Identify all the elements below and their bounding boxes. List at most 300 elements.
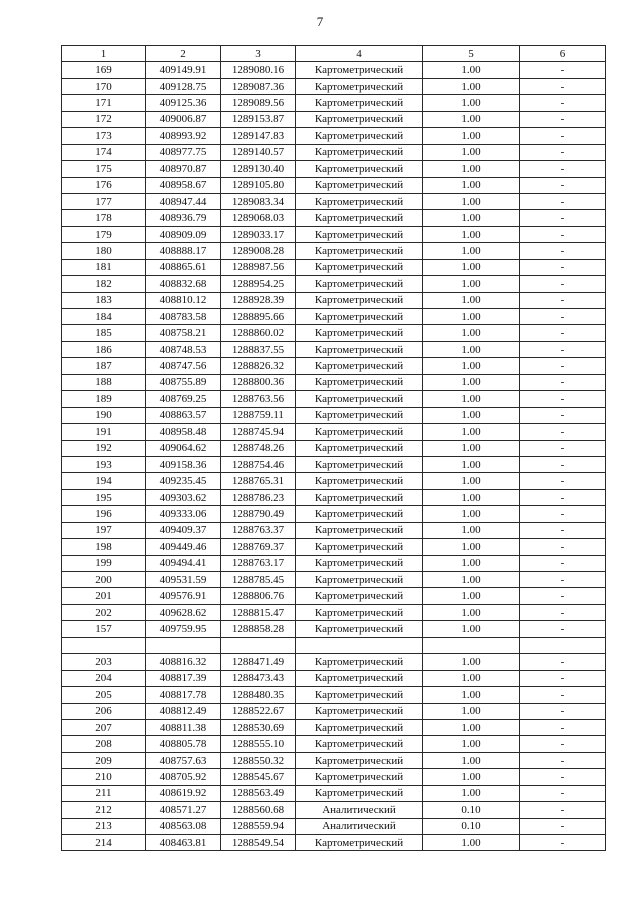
table-row [62,456,606,472]
table-cell: 1.00 [423,539,520,555]
table-cell: - [520,555,606,571]
table-row [62,161,606,177]
table-cell: 1.00 [423,703,520,719]
table-cell: Картометрический [296,572,423,588]
table-cell: 1.00 [423,407,520,423]
table-cell: Картометрический [296,489,423,505]
table-cell: 408805.78 [146,736,221,752]
table-cell: Картометрический [296,259,423,275]
table-cell: 409125.36 [146,95,221,111]
table-cell: 1.00 [423,719,520,735]
table-cell [520,637,606,653]
table-cell: - [520,719,606,735]
table-cell: Картометрический [296,128,423,144]
table-row [62,539,606,555]
table-row [62,358,606,374]
table-cell: 1288550.32 [221,752,296,768]
table-cell: 175 [62,161,146,177]
table-cell: 202 [62,604,146,620]
table-cell: Картометрический [296,703,423,719]
table-cell: 408705.92 [146,769,221,785]
table-cell: 193 [62,456,146,472]
table-cell: Картометрический [296,654,423,670]
table-cell: 1288806.76 [221,588,296,604]
table-row [62,670,606,686]
table-cell: Картометрический [296,374,423,390]
table-cell: 1289033.17 [221,226,296,242]
table-cell: Картометрический [296,687,423,703]
table-cell: 1.00 [423,604,520,620]
table-cell: 1.00 [423,374,520,390]
column-header: 1 [62,46,146,62]
table-cell: Картометрический [296,752,423,768]
table-cell: 182 [62,276,146,292]
table-cell: 1288815.47 [221,604,296,620]
table-cell: 408817.78 [146,687,221,703]
table-cell: - [520,78,606,94]
table-cell: 196 [62,506,146,522]
table-cell: 176 [62,177,146,193]
table-cell: 408783.58 [146,309,221,325]
table-cell: Картометрический [296,456,423,472]
table-cell: 1288560.68 [221,802,296,818]
table-row [62,325,606,341]
table-cell: 1288559.94 [221,818,296,834]
table-cell: 1289147.83 [221,128,296,144]
table-cell: 171 [62,95,146,111]
table-cell: 1288763.17 [221,555,296,571]
table-cell: 408755.89 [146,374,221,390]
table-cell: 1288545.67 [221,769,296,785]
table-cell: - [520,62,606,78]
table-cell: 203 [62,654,146,670]
table-cell: Картометрический [296,193,423,209]
table-cell: - [520,210,606,226]
table-cell [296,637,423,653]
table-row [62,111,606,127]
table-cell: Картометрический [296,177,423,193]
table-cell: 1288549.54 [221,835,296,851]
table-cell: 1288763.37 [221,522,296,538]
table-row [62,588,606,604]
table-cell: 1.00 [423,621,520,637]
table-cell: 1288471.49 [221,654,296,670]
table-cell: Картометрический [296,522,423,538]
table-cell: 408993.92 [146,128,221,144]
table-cell: 213 [62,818,146,834]
table-cell: 1289083.34 [221,193,296,209]
table-cell: 1288530.69 [221,719,296,735]
table-row [62,604,606,620]
table-cell: 211 [62,785,146,801]
table-row [62,703,606,719]
table-cell: 1.00 [423,391,520,407]
table-cell: 208 [62,736,146,752]
table-cell: 1.00 [423,736,520,752]
table-cell: Картометрический [296,210,423,226]
table-cell: - [520,374,606,390]
table-cell [423,637,520,653]
table-cell: 157 [62,621,146,637]
table-cell: 1288480.35 [221,687,296,703]
table-cell: 191 [62,424,146,440]
table-row [62,687,606,703]
table-cell: - [520,835,606,851]
table-cell: 408747.56 [146,358,221,374]
table-cell: 188 [62,374,146,390]
table-cell: Картометрический [296,111,423,127]
table-cell: 409006.87 [146,111,221,127]
table-cell: - [520,604,606,620]
column-header: 6 [520,46,606,62]
table-row [62,440,606,456]
table-cell: Картометрический [296,325,423,341]
table-cell: 1288786.23 [221,489,296,505]
table-cell: 1.00 [423,309,520,325]
table-cell: 204 [62,670,146,686]
table-cell: 207 [62,719,146,735]
table-cell: - [520,407,606,423]
table-cell: - [520,325,606,341]
table-cell: Картометрический [296,736,423,752]
table-cell: 1289087.36 [221,78,296,94]
table-cell: 409576.91 [146,588,221,604]
table-cell: Картометрический [296,719,423,735]
table-cell: 170 [62,78,146,94]
table-cell: 409149.91 [146,62,221,78]
table-row [62,292,606,308]
table-cell: 1.00 [423,193,520,209]
table-cell: 1288790.49 [221,506,296,522]
table-cell: 408888.17 [146,243,221,259]
table-cell: 1288555.10 [221,736,296,752]
table-cell: - [520,358,606,374]
table-row [62,835,606,851]
table-cell: - [520,193,606,209]
page-number: 7 [316,14,324,29]
table-cell: Картометрический [296,785,423,801]
table-cell: 408909.09 [146,226,221,242]
table-cell: Картометрический [296,309,423,325]
table-cell: 409235.45 [146,473,221,489]
table-cell: Картометрический [296,144,423,160]
table-cell: 1.00 [423,276,520,292]
table-cell: - [520,572,606,588]
table-cell: 1288745.94 [221,424,296,440]
table-cell: - [520,440,606,456]
table-cell: 1288769.37 [221,539,296,555]
table-cell: - [520,539,606,555]
table-cell: 1.00 [423,243,520,259]
column-header: 5 [423,46,520,62]
table-cell: 214 [62,835,146,851]
table-row [62,259,606,275]
table-row [62,144,606,160]
table-cell: 408757.63 [146,752,221,768]
table-cell: - [520,309,606,325]
table-cell: Картометрический [296,78,423,94]
table-cell: 1.00 [423,456,520,472]
table-cell: 1.00 [423,835,520,851]
table-cell: 1.00 [423,62,520,78]
table-cell: 1.00 [423,555,520,571]
table-cell: Картометрический [296,407,423,423]
table-cell: Картометрический [296,341,423,357]
table-row [62,424,606,440]
table-cell: 179 [62,226,146,242]
table-cell: 408958.67 [146,177,221,193]
table-cell: 184 [62,309,146,325]
table-cell: 409303.62 [146,489,221,505]
table-cell: 1.00 [423,654,520,670]
table-cell: 1.00 [423,358,520,374]
table-cell: 408571.27 [146,802,221,818]
table-cell: - [520,489,606,505]
table-cell: 408758.21 [146,325,221,341]
table-cell: - [520,818,606,834]
table-cell: 1.00 [423,177,520,193]
table-cell: 1.00 [423,687,520,703]
table-cell: 1289008.28 [221,243,296,259]
table-cell: 1288759.11 [221,407,296,423]
table-cell: 198 [62,539,146,555]
table-cell: 1.00 [423,111,520,127]
table-row [62,785,606,801]
table-cell: Картометрический [296,391,423,407]
table-cell: Картометрический [296,506,423,522]
table-cell: 210 [62,769,146,785]
table-cell: - [520,161,606,177]
table-cell: 1.00 [423,292,520,308]
coordinates-table [61,45,606,851]
table-cell: 1288765.31 [221,473,296,489]
table-cell: 1.00 [423,210,520,226]
table-cell: Картометрический [296,424,423,440]
table-cell: 1289140.57 [221,144,296,160]
table-cell: 186 [62,341,146,357]
table-cell: - [520,654,606,670]
table-cell: 0.10 [423,802,520,818]
table-cell: Картометрический [296,276,423,292]
table-cell: 408817.39 [146,670,221,686]
table-cell: 185 [62,325,146,341]
table-cell: 1288800.36 [221,374,296,390]
table-cell: 408970.87 [146,161,221,177]
table-cell: Картометрический [296,473,423,489]
table-cell: 408816.32 [146,654,221,670]
table-cell: - [520,292,606,308]
table-cell: 1288895.66 [221,309,296,325]
table-cell: - [520,703,606,719]
table-row [62,802,606,818]
table-cell: Картометрический [296,243,423,259]
table-cell: 408619.92 [146,785,221,801]
table-cell: 199 [62,555,146,571]
table-cell: 192 [62,440,146,456]
table-cell: 409759.95 [146,621,221,637]
table-cell: Аналитический [296,802,423,818]
table-cell: 209 [62,752,146,768]
table-cell: 1288748.26 [221,440,296,456]
table-row [62,78,606,94]
column-header: 2 [146,46,221,62]
table-cell: 1.00 [423,325,520,341]
table-cell: - [520,259,606,275]
table-cell: 1288763.56 [221,391,296,407]
table-cell: 0.10 [423,818,520,834]
table-row [62,769,606,785]
table-cell: 189 [62,391,146,407]
table-cell: - [520,226,606,242]
table-cell: - [520,144,606,160]
table-cell: - [520,802,606,818]
table-cell: 1.00 [423,341,520,357]
table-cell: 1.00 [423,572,520,588]
table-row [62,128,606,144]
table-cell: 408947.44 [146,193,221,209]
table-row [62,276,606,292]
table-cell: 1.00 [423,670,520,686]
table-cell: Картометрический [296,292,423,308]
table-cell: 172 [62,111,146,127]
table-cell: 1.00 [423,588,520,604]
table-cell: Картометрический [296,226,423,242]
table-row [62,736,606,752]
table-cell: 201 [62,588,146,604]
table-cell: Картометрический [296,621,423,637]
table-cell: Картометрический [296,588,423,604]
table-cell: 408958.48 [146,424,221,440]
table-cell: 1288563.49 [221,785,296,801]
table-cell: - [520,243,606,259]
table-cell: - [520,687,606,703]
table-row [62,374,606,390]
table-row [62,489,606,505]
table-cell: 1.00 [423,95,520,111]
table-cell: 1288522.67 [221,703,296,719]
table-cell: 409128.75 [146,78,221,94]
table-cell: - [520,424,606,440]
table-cell: 1.00 [423,506,520,522]
table-cell: - [520,752,606,768]
table-cell: 1289068.03 [221,210,296,226]
table-cell [62,637,146,653]
table-cell: - [520,95,606,111]
table-cell: 200 [62,572,146,588]
table-cell: 1.00 [423,144,520,160]
table-cell: Картометрический [296,604,423,620]
table-cell: 1289080.16 [221,62,296,78]
table-cell: Картометрический [296,62,423,78]
table-cell: 408563.08 [146,818,221,834]
table-cell: 409409.37 [146,522,221,538]
table-cell: 1288826.32 [221,358,296,374]
table-cell: - [520,785,606,801]
table-cell: 180 [62,243,146,259]
column-header: 4 [296,46,423,62]
table-cell: Картометрический [296,555,423,571]
table-cell: 409064.62 [146,440,221,456]
table-cell: 1288858.28 [221,621,296,637]
table-cell: Картометрический [296,769,423,785]
table-cell: 1289130.40 [221,161,296,177]
table-cell: 1289089.56 [221,95,296,111]
table-cell: 1288954.25 [221,276,296,292]
table-cell: 1.00 [423,226,520,242]
table-body [62,62,606,851]
table-cell: 1289105.80 [221,177,296,193]
table-cell: 408810.12 [146,292,221,308]
table-cell: 1288928.39 [221,292,296,308]
table-cell: - [520,621,606,637]
table-cell: 408811.38 [146,719,221,735]
table-cell: 195 [62,489,146,505]
table-cell [221,637,296,653]
table-row [62,818,606,834]
table-cell: 1.00 [423,489,520,505]
table-cell: Картометрический [296,95,423,111]
table-cell: - [520,522,606,538]
table-cell: 409628.62 [146,604,221,620]
table-cell: 1.00 [423,128,520,144]
table-cell: - [520,670,606,686]
table-cell: - [520,588,606,604]
table-row [62,62,606,78]
table-cell: 1.00 [423,440,520,456]
table-row [62,752,606,768]
table-cell: Картометрический [296,440,423,456]
table-row [62,95,606,111]
table-row [62,654,606,670]
table-cell: 174 [62,144,146,160]
table-cell: 212 [62,802,146,818]
table-cell: - [520,111,606,127]
table-cell: 205 [62,687,146,703]
table-cell: 1.00 [423,769,520,785]
table-cell: - [520,276,606,292]
table-row [62,341,606,357]
table-cell: 1288785.45 [221,572,296,588]
table-cell: 408748.53 [146,341,221,357]
table-cell: 409333.06 [146,506,221,522]
table-cell: 1289153.87 [221,111,296,127]
table-cell: - [520,128,606,144]
table-cell: 408863.57 [146,407,221,423]
table-row [62,522,606,538]
table-cell: 181 [62,259,146,275]
table-row [62,719,606,735]
table-cell: 1.00 [423,161,520,177]
table-row [62,506,606,522]
table-cell: 190 [62,407,146,423]
table-row [62,473,606,489]
table-cell: 408812.49 [146,703,221,719]
table-cell: - [520,473,606,489]
table-row [62,243,606,259]
table-cell: Картометрический [296,835,423,851]
column-header: 3 [221,46,296,62]
table-cell: Картометрический [296,539,423,555]
table-cell: - [520,391,606,407]
table-row [62,226,606,242]
table-cell: 206 [62,703,146,719]
table-cell: 409494.41 [146,555,221,571]
table-cell: 1.00 [423,752,520,768]
table-cell: 1.00 [423,259,520,275]
table-cell: 1288837.55 [221,341,296,357]
table-cell: 173 [62,128,146,144]
table-cell: 177 [62,193,146,209]
